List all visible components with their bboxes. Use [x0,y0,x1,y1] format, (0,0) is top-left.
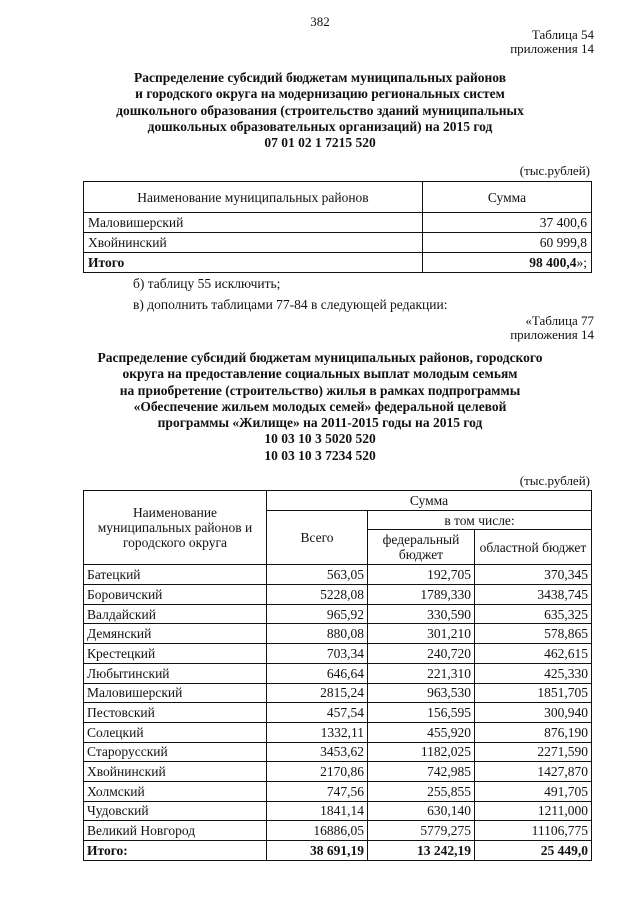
table77-unit: (тыс.рублей) [519,473,590,488]
title-line: программы «Жилище» на 2011-2015 годы на 2015 год [157,415,483,431]
table-row [84,762,592,782]
cell-regional: 2271,590 [475,742,592,762]
table-row [84,742,592,762]
cell-regional: 300,940 [475,703,592,723]
title-line: на приобретение (строительство) жилья в рамках подпрограммы [119,382,521,398]
cell-federal: 330,590 [368,604,475,624]
cell-total: 1841,14 [267,801,368,821]
table-total-row [84,253,592,273]
cell-total: 880,08 [267,624,368,644]
table54-unit: (тыс.рублей) [519,163,590,178]
table77-title [60,350,580,464]
cell-regional: 425,330 [475,663,592,683]
cell-total: 965,92 [267,604,368,624]
cell-federal: 301,210 [368,624,475,644]
cell-regional: 1851,705 [475,683,592,703]
total-total: 38 691,19 [267,841,368,861]
cell-total: 3453,62 [267,742,368,762]
table54-ref-line1: Таблица 54 [531,27,594,42]
total-regional: 25 449,0 [475,841,592,861]
cell-federal: 1789,330 [368,585,475,605]
cell-name: Боровичский [84,585,267,605]
table54-reference [510,28,594,56]
table-row [84,565,592,585]
cell-federal: 240,720 [368,644,475,664]
cell-regional: 491,705 [475,781,592,801]
table-row [84,644,592,664]
title-line: и городского округа на модернизацию региональных систем [135,86,505,102]
table-row [84,801,592,821]
cell-federal: 156,595 [368,703,475,723]
cell-federal: 742,985 [368,762,475,782]
cell-total: 16886,05 [267,821,368,841]
cell-name: Любытинский [84,663,267,683]
col-header-name: Наименование муниципальных районов и городского округа [84,491,267,565]
title-line: Распределение субсидий бюджетам муниципальных районов, городского [97,350,543,365]
table77-ref-line1: «Таблица 77 [525,313,594,328]
table-row [84,821,592,841]
cell-total: 747,56 [267,781,368,801]
cell-name: Демянский [84,624,267,644]
total-federal: 13 242,19 [368,841,475,861]
col-header-sum: Сумма [423,182,592,213]
total-suffix: »; [576,255,587,270]
table-row [84,722,592,742]
col-header-name: Наименование муниципальных районов [84,182,423,213]
cell-federal: 963,530 [368,683,475,703]
cell-total: 2170,86 [267,762,368,782]
total-value: 98 400,4 [529,255,577,270]
cell-regional: 1427,870 [475,762,592,782]
table77-ref-line2: приложения 14 [510,327,594,342]
cell-name: Маловишерский [84,683,267,703]
table54-title [60,70,580,151]
table-total-row [84,841,592,861]
cell-regional: 462,615 [475,644,592,664]
table-row [84,703,592,723]
cell-name: Валдайский [84,604,267,624]
cell-regional: 635,325 [475,604,592,624]
total-value-cell [423,253,592,273]
cell-total: 703,34 [267,644,368,664]
title-line: округа на предоставление социальных выплат молодым семьям [122,366,518,382]
cell-total: 5228,08 [267,585,368,605]
total-label: Итого: [84,841,267,861]
cell-federal: 630,140 [368,801,475,821]
table-row [84,585,592,605]
instruction-b: б) таблицу 55 исключить; [133,276,281,291]
title-line: Распределение субсидий бюджетам муниципальных районов [133,70,507,85]
cell-name: Старорусский [84,742,267,762]
col-header-federal: федеральный бюджет [368,530,475,565]
cell-total: 563,05 [267,565,368,585]
table-row [84,213,592,233]
cell-regional: 11106,775 [475,821,592,841]
cell-regional: 1211,000 [475,801,592,821]
cell-name: Холмский [84,781,267,801]
cell-name: Батецкий [84,565,267,585]
table54 [83,181,592,273]
table-row [84,781,592,801]
col-header-regional: областной бюджет [475,530,592,565]
table-header-row [84,491,592,511]
cell-total: 1332,11 [267,722,368,742]
table-header-row [84,182,592,213]
col-header-including: в том числе: [368,510,592,530]
cell-federal: 221,310 [368,663,475,683]
title-line: дошкольных образовательных организаций) на 2015 год [147,118,493,134]
cell-name: Маловишерский [84,213,423,233]
cell-name: Великий Новгород [84,821,267,841]
cell-sum: 37 400,6 [423,213,592,233]
page-number: 382 [310,14,330,29]
table54-ref-line2: приложения 14 [510,41,594,56]
table-row [84,233,592,253]
title-code: 10 03 10 3 5020 520 [264,431,376,447]
instruction-c: в) дополнить таблицами 77-84 в следующей редакции: [133,297,448,312]
cell-federal: 1182,025 [368,742,475,762]
total-label: Итого [84,253,423,273]
cell-total: 646,64 [267,663,368,683]
table-row [84,663,592,683]
cell-regional: 578,865 [475,624,592,644]
cell-name: Солецкий [84,722,267,742]
cell-federal: 455,920 [368,722,475,742]
title-line: дошкольного образования (строительство зданий муниципальных [116,102,524,118]
table-row [84,624,592,644]
table77 [83,490,592,861]
cell-name: Хвойнинский [84,762,267,782]
cell-regional: 876,190 [475,722,592,742]
cell-federal: 192,705 [368,565,475,585]
cell-name: Крестецкий [84,644,267,664]
cell-total: 457,54 [267,703,368,723]
col-header-total: Всего [267,510,368,565]
cell-sum: 60 999,8 [423,233,592,253]
cell-regional: 3438,745 [475,585,592,605]
cell-federal: 5779,275 [368,821,475,841]
title-code: 07 01 02 1 7215 520 [264,135,376,151]
cell-regional: 370,345 [475,565,592,585]
col-header-sum: Сумма [267,491,592,511]
cell-name: Хвойнинский [84,233,423,253]
cell-total: 2815,24 [267,683,368,703]
title-code: 10 03 10 3 7234 520 [264,447,376,463]
table-row [84,604,592,624]
table77-reference [510,314,594,342]
cell-name: Чудовский [84,801,267,821]
title-line: «Обеспечение жильем молодых семей» федеральной целевой [133,398,507,414]
cell-federal: 255,855 [368,781,475,801]
cell-name: Пестовский [84,703,267,723]
table-row [84,683,592,703]
